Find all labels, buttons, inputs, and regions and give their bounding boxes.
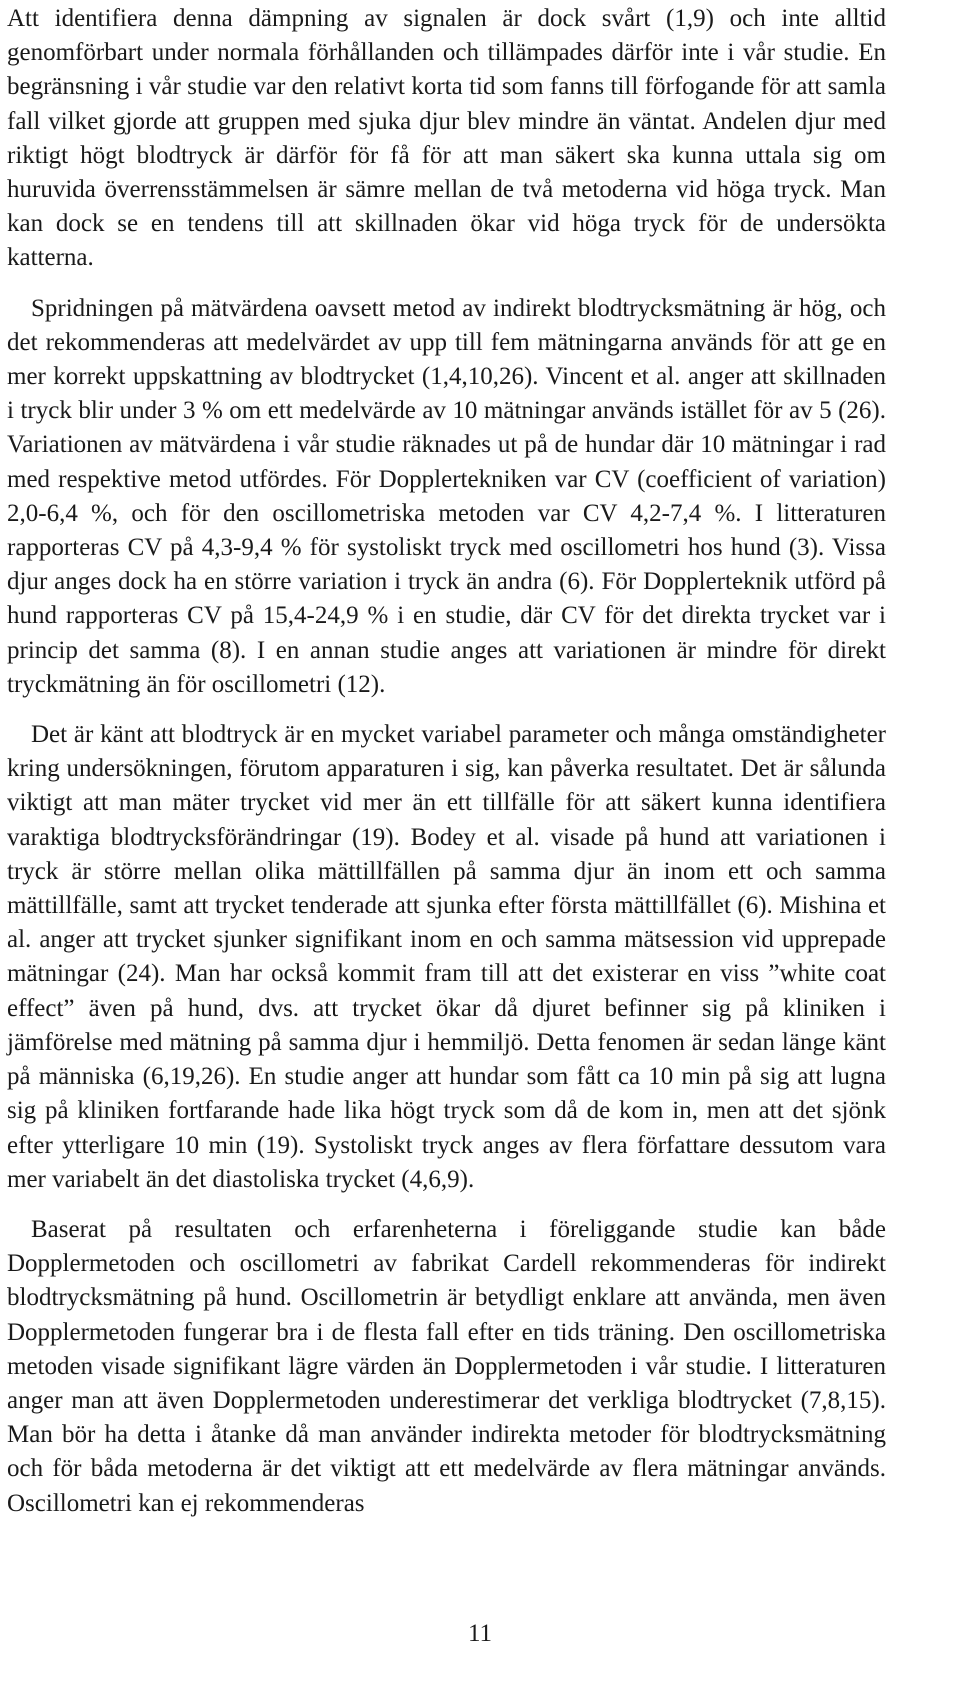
paragraph-measurement-spread: Spridningen på mätvärdena oavsett metod av indirekt blodtrycksmätning är hög, och det rekommenderas att medelvärdet av upp till fem mätningarna används för att ge en mer korrekt uppskattning av blodtrycket (1,4,10,26). Vincent et al. anger att skillnaden i tryck blir under 3 % om ett medelvärde av 10 mätningar används istället för av 5 (26). Variationen av mätvärdena i vår studie räknades ut på de hundar där 10 mätningar i rad med respektive metod utfördes. För Dopplertekniken var CV (coefficient of variation) 2,0-6,4 %, och för den oscillometriska metoden var CV 4,2-7,4 %. I litteraturen rapporteras CV på 4,3-9,4 % för systoliskt tryck med oscillometri hos hund (3). Vissa djur anges dock ha en större variation i tryck än andra (6). För Dopplerteknik utförd på hund rapporteras CV på 15,4-24,9 % i en studie, där CV för det direkta trycket var i princip det samma (8). I en annan studie anges att variationen är mindre för direkt tryckmätning än för oscillometri (12). [7,294,886,698]
paragraph-recommendations: Baserat på resultaten och erfarenheterna i föreliggande studie kan både Dopplermetoden och oscillometri av fabrikat Cardell rekommenderas för indirekt blodtrycksmätning på hund. Oscillometrin är betydligt enklare att använda, men även Dopplermetoden fungerar bra i de flesta fall efter en tids träning. Den oscillometriska metoden visade signifikant lägre värden än Dopplermetoden i vår studie. I litteraturen anger man att även Dopplermetoden underestimerar det verkliga blodtrycket (7,8,15). Man bör ha detta i åtanke då man använder indirekta metoder för blodtrycksmätning och för båda metoderna är det viktigt att ett medelvärde av flera mätningar används. Oscillometri kan ej rekommenderas [7,1215,886,1517]
paragraph-blood-pressure-variability: Det är känt att blodtryck är en mycket variabel parameter och många omständigheter kring undersökningen, förutom apparaturen i sig, kan påverka resultatet. Det är sålunda viktigt att man mäter trycket vid mer än ett tillfälle för att säkert kunna identifiera varaktiga blodtrycksförändringar (19). Bodey et al. visade på hund att variationen i tryck är större mellan olika mättillfällen på samma djur än inom ett och samma mättillfälle, samt att trycket tenderade att sjunka efter första mättillfället (6). Mishina et al. anger att trycket sjunker signifikant inom en och samma mätsession vid upprepade mätningar (24). Man har också kommit fram till att det existerar en viss ”white coat effect” även på hund, dvs. att trycket ökar då djuret befinner sig på kliniken i jämförelse med mätning på samma djur i hemmiljö. Detta fenomen är sedan länge känt på människa (6,19,26). En studie anger att hundar som fått ca 10 min på sig att lugna sig på kliniken fortfarande hade lika högt tryck som då de kom in, men att det sjönk efter ytterligare 10 min (19). Systoliskt tryck anges av flera författare dessutom vara mer variabelt än det diastoliska trycket (4,6,9). [7,721,886,1193]
page-number: 11 [467,1620,493,1647]
paragraph-signal-attenuation: Att identifiera denna dämpning av signalen är dock svårt (1,9) och inte alltid genomförbart under normala förhållanden och tillämpades därför inte i vår studie. En begränsning i vår studie var den relativt korta tid som fanns till förfogande för att samla fall vilket gjorde att gruppen med sjuka djur blev mindre än väntat. Andelen djur med riktigt högt blodtryck är därför för få för att man säkert ska kunna uttala sig om huruvida överrensstämmelsen är sämre mellan de två metoderna vid höga tryck. Man kan dock se en tendens till att skillnaden ökar vid höga tryck för de undersökta katterna. [7,5,886,272]
